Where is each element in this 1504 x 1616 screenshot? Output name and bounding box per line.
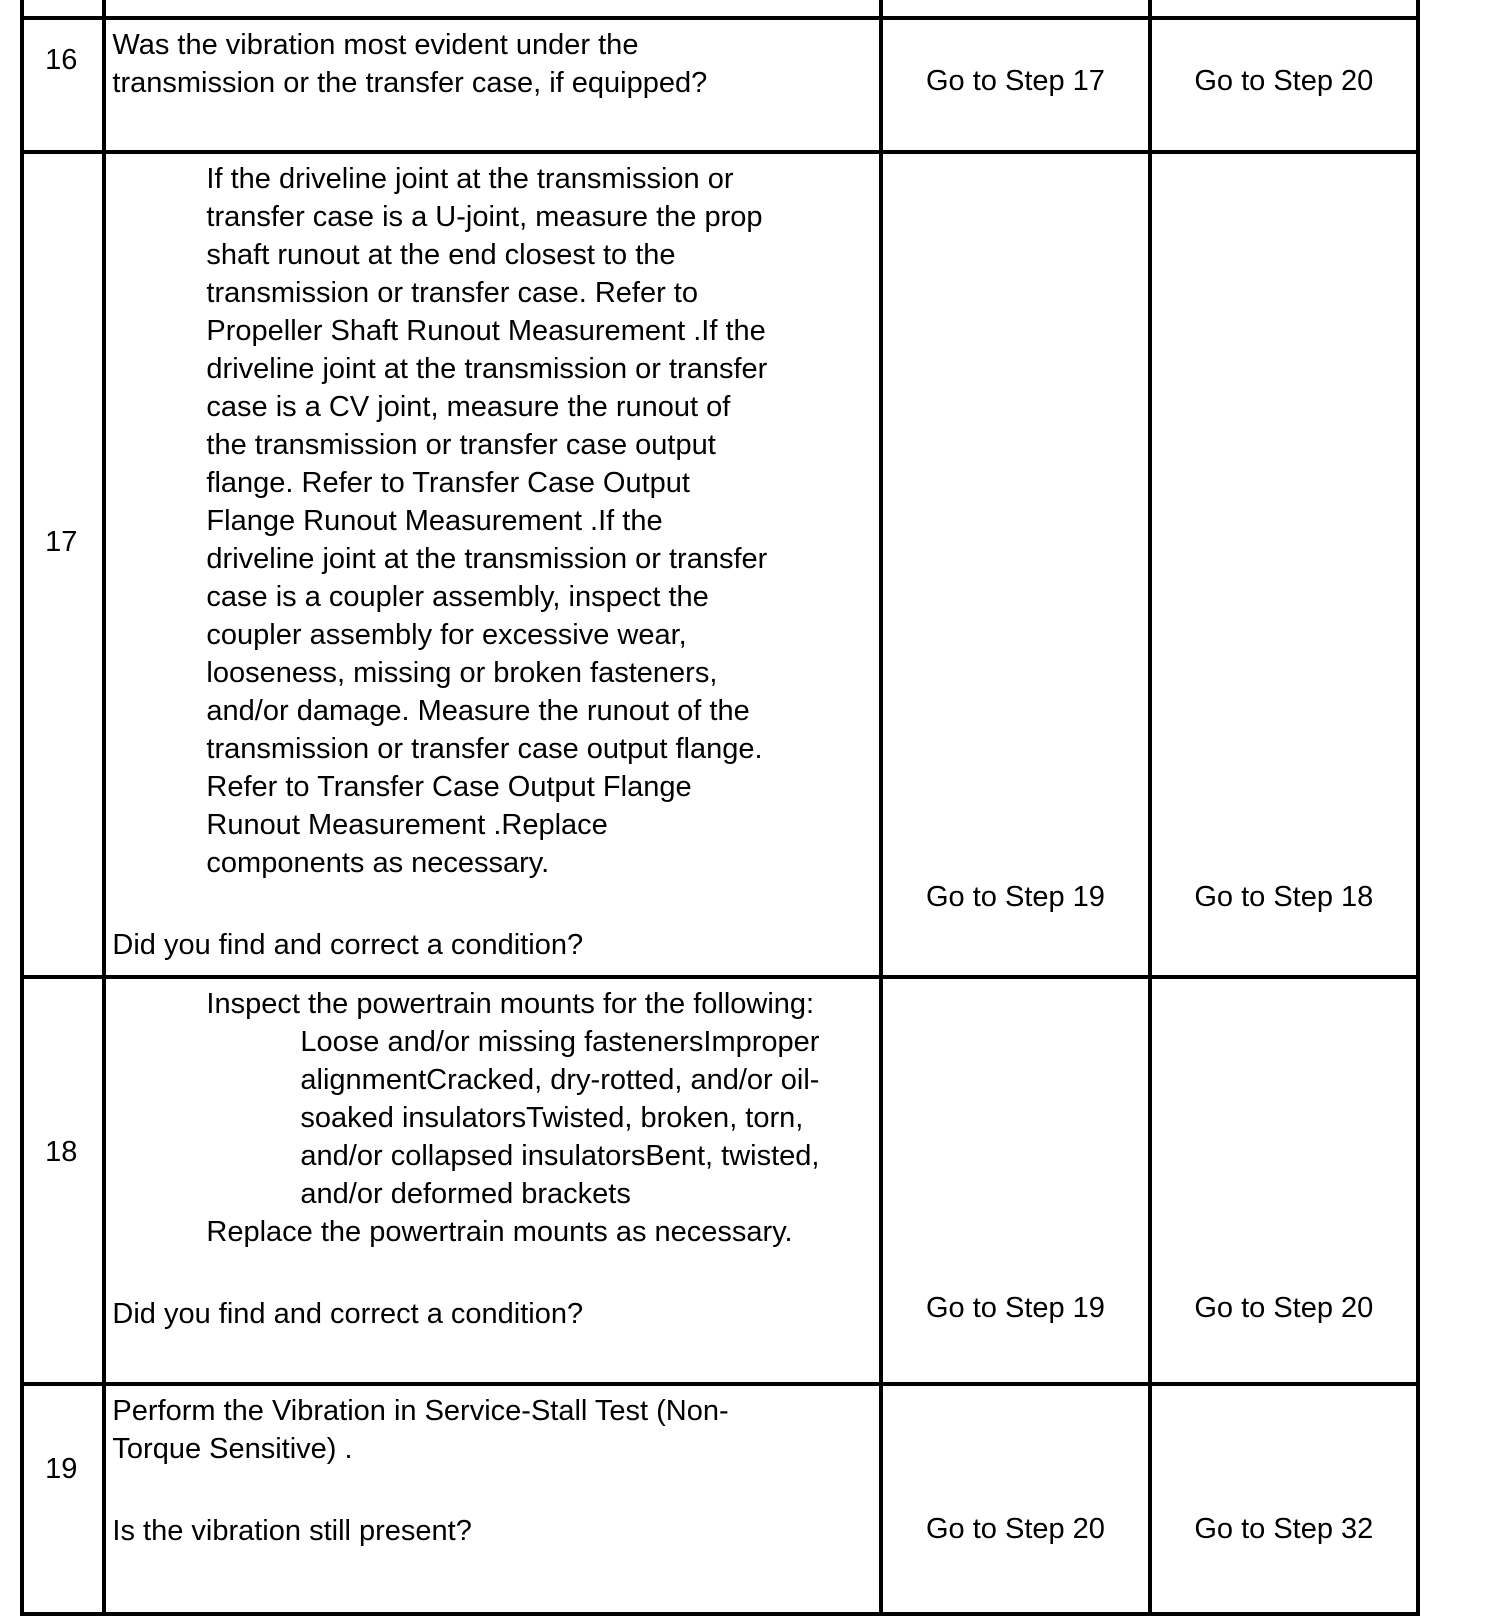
no-result: Go to Step 32 [1194, 1513, 1374, 1545]
action-text: Was the vibration most evident under the transmission or the transfer case, if equipped? [112, 29, 708, 99]
question-text: Is the vibration still present? [112, 1515, 472, 1547]
step-number-cell [22, 152, 104, 977]
no-cell [1150, 977, 1418, 1384]
step-number: 17 [45, 526, 78, 558]
action-text: If the driveline joint at the transmission or transfer case is a U-joint, measure the prop shaft runout at the end closest to the transmission or transfer case. Refer to Propeller Shaft Runout Measurement .If the driveline joint at the transmission or transfer case is a CV joint, measure the runout of the transmission or transfer case output flange. Refer to Transfer Case Output Flange Runout Measurement .If the driveline joint at the transmission or transfer case is a coupler assembly, inspect the coupler assembly for excessive wear, looseness, missing or broken fasteners, and/or damage. Measure the runout of the transmission or transfer case output flange. Refer to Transfer Case Output Flange Runout Measurement .Replace components as necessary. [206, 163, 768, 879]
table-row-previous [22, 0, 1418, 18]
table-row-step-17 [22, 152, 1418, 977]
action-cell [104, 152, 881, 977]
action-text: Perform the Vibration in Service-Stall Test (Non-Torque Sensitive) . [112, 1395, 729, 1465]
no-cell [1150, 152, 1418, 977]
step-number-cell [22, 18, 104, 152]
yes-result: Go to Step 19 [925, 1292, 1105, 1324]
action-cell [104, 0, 881, 18]
yes-result: Go to Step 19 [925, 881, 1105, 913]
yes-result: Go to Step 17 [925, 65, 1105, 97]
action-cell [104, 977, 881, 1384]
spacer [112, 1468, 873, 1512]
action-outro: Replace the powertrain mounts as necessary. [206, 1216, 793, 1248]
yes-cell [881, 0, 1149, 18]
yes-cell [881, 152, 1149, 977]
action-list: Loose and/or missing fastenersImproper alignmentCracked, dry-rotted, and/or oil-soaked insulatorsTwisted, broken, torn, and/or collapsed insulatorsBent, twisted, and/or deformed brackets [300, 1026, 820, 1210]
action-cell [104, 1384, 881, 1614]
question-text: Did you find and correct a condition? [112, 1298, 584, 1330]
action-cell [104, 18, 881, 152]
step-number: 18 [45, 1136, 78, 1168]
question-text: Did you find and correct a condition? [112, 929, 584, 961]
action-intro: Inspect the powertrain mounts for the following: [206, 988, 815, 1020]
step-number-cell [22, 1384, 104, 1614]
no-cell [1150, 0, 1418, 18]
table-row-step-19 [22, 1384, 1418, 1614]
table-row-step-18 [22, 977, 1418, 1384]
table-row-step-16 [22, 18, 1418, 152]
step-number-cell [22, 977, 104, 1384]
step-number: 19 [45, 1453, 78, 1485]
no-result: Go to Step 20 [1194, 65, 1374, 97]
yes-result: Go to Step 20 [925, 1513, 1105, 1545]
no-result: Go to Step 18 [1194, 881, 1374, 913]
no-result: Go to Step 20 [1194, 1292, 1374, 1324]
spacer [112, 1251, 873, 1295]
spacer [112, 882, 873, 926]
yes-cell [881, 1384, 1149, 1614]
no-cell [1150, 1384, 1418, 1614]
step-number-cell [22, 0, 104, 18]
yes-cell [881, 977, 1149, 1384]
step-number: 16 [45, 44, 78, 76]
yes-cell [881, 18, 1149, 152]
diagnostic-steps-table [20, 0, 1420, 1616]
no-cell [1150, 18, 1418, 152]
